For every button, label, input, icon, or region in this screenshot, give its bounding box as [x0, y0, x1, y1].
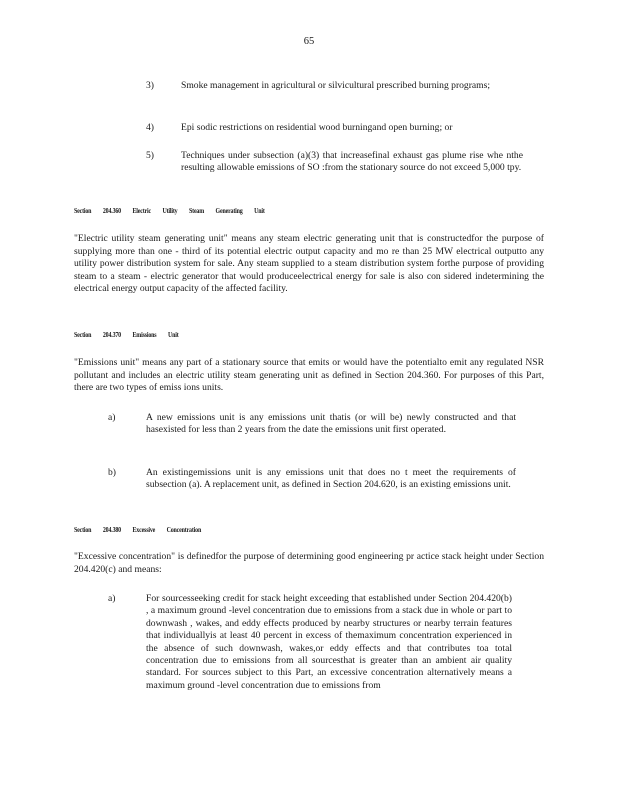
section-204-380-item-a-text: For sourcesseeking credit for stack height exceeding that established under Section 204.420(b) , a maximum ground -level concentration due to emissions from a stack due in whole or part to downwash , wakes, and eddy effects produced by nearby structures or nearby terrain features that individuallyis at least 40 percent in excess of themaximum concentration experienced in the absence of such downwash, wakes,or eddy effects and that contributes toa total concentration due to emissions from all sourcesthat is greater than an ambient air quality standard. For sources subject to this Part, an excessive concentration alternatively means a maximum ground -level concentration due to emissions from: [146, 593, 512, 691]
list-item-5-marker: 5): [146, 150, 154, 161]
section-204-370-item-b-marker: b): [108, 467, 116, 478]
list-item-4-text: Epi sodic restrictions on residential wood burningand open burning; or: [181, 122, 453, 133]
section-204-360-body: "Electric utility steam generating unit" means any steam electric generating unit that is constructedfor the purpose of supplying more than one - third of its potential electric output capacity and mo re than 25 MW electrical outputto any utility power distribution system for sale. Any steam supplied to a steam distribution system forthe purpose of providing steam to a steam - electric generator that would produceelectrical energy for sale is also con sidered indetermining the electrical energy output capacity of the affected facility.: [74, 233, 544, 294]
section-204-370-item-b-text: An existingemissions unit is any emissions unit that does no t meet the requirements of subsection (a). A replacement unit, as defined in Section 204.620, is an existing emissions unit.: [146, 467, 516, 491]
section-204-380-item-a-marker: a): [108, 593, 116, 604]
section-204-370-body: "Emissions unit" means any part of a stationary source that emits or would have the potentialto emit any regulated NSR pollutant and includes an electric utility steam generating unit as defined in Section 204.360. For purposes of this Part, there are two types of emiss ions units.: [74, 357, 544, 393]
page-number: 65: [303, 36, 315, 47]
section-204-380-heading: Section 204.380 Excessive Concentration: [74, 526, 202, 534]
list-item-3-marker: 3): [146, 80, 154, 91]
section-204-370-item-a-marker: a): [108, 412, 116, 423]
list-item-5-text: Techniques under subsection (a)(3) that increasefinal exhaust gas plume rise whe nthe resulting allowable emissions of SO :from the stationary source do not exceed 5,000 tpy.: [181, 150, 523, 174]
section-204-360-heading: Section 204.360 Electric Utility Steam Generating Unit: [74, 207, 265, 215]
list-item-3-text: Smoke management in agricultural or silvicultural prescribed burning programs;: [181, 80, 491, 91]
list-item-4-marker: 4): [146, 122, 154, 133]
section-204-380-body: "Excessive concentration" is definedfor the purpose of determining good engineering pr actice stack height under Section 204.420(c) and means:: [74, 551, 544, 575]
section-204-370-heading: Section 204.370 Emissions Unit: [74, 331, 179, 339]
section-204-370-item-a-text: A new emissions unit is any emissions unit thatis (or will be) newly constructed and that hasexisted for less than 2 years from the date the emissions unit first operated.: [146, 412, 516, 436]
